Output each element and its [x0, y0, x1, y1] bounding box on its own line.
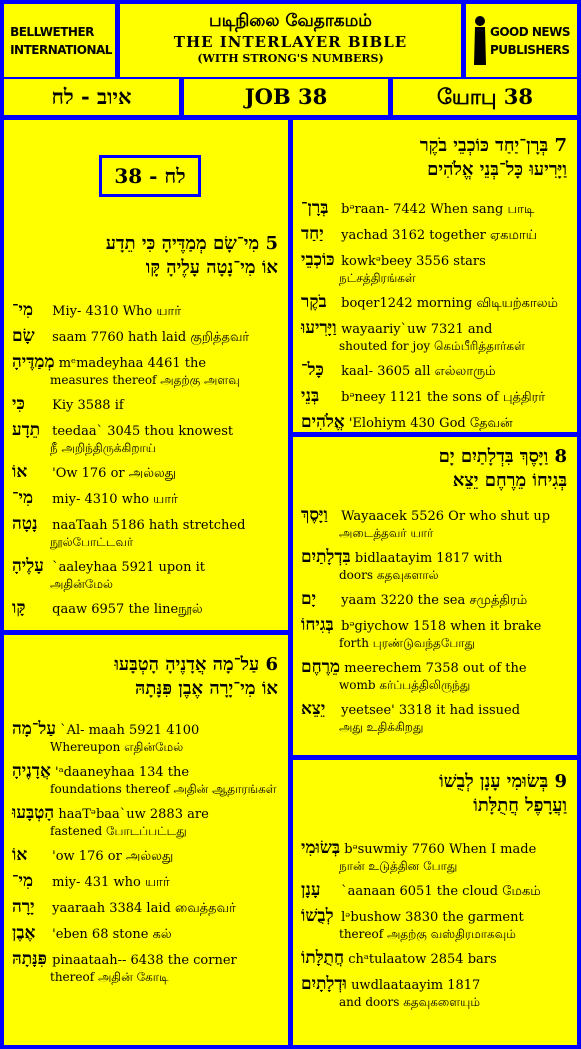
gloss: qaaw 6957 the lineநூல் — [52, 602, 203, 617]
gloss: Wayaacek 5526 Or who shut up — [341, 509, 551, 524]
hebrew-word: כָּל־ — [301, 360, 324, 380]
hebrew-word: תֵדָע — [12, 420, 41, 440]
hebrew-word: נָטָה — [12, 514, 38, 534]
gloss: bᵊraan- 7442 When sang பாடி — [341, 202, 535, 217]
gloss: `aanaan 6051 the cloud மேகம் — [341, 884, 541, 899]
word-entry — [301, 226, 569, 244]
verse-9-panel — [293, 760, 577, 1045]
title-tamil: படிநிலை வேதாகமம் — [209, 11, 372, 31]
heading-line: וַעֲרָפֶל חֲתֻלָּתוֹ — [473, 795, 567, 816]
gloss-cont: நீ அறிந்திருக்கிறாய் — [50, 441, 157, 455]
gloss: saam 7760 hath laid குறித்தவர் — [52, 330, 250, 345]
word-entry — [12, 805, 280, 839]
hebrew-word: יָרָה — [12, 897, 35, 917]
title-english: THE INTERLAYER BIBLE — [173, 33, 408, 51]
gloss: pinaataah-- 6438 the corner — [52, 953, 237, 968]
word-entry — [301, 320, 569, 354]
word-entry — [301, 908, 569, 942]
gloss-cont: womb கர்ப்பத்திலிருந்து — [339, 678, 471, 692]
gloss: yaam 3220 the sea சமுத்திரம் — [341, 593, 528, 608]
word-entry — [301, 200, 569, 218]
gloss: 'eben 68 stone கல் — [52, 927, 172, 942]
gloss: Miy- 4310 Who யார் — [52, 304, 182, 319]
verse-7-panel — [293, 120, 577, 432]
gloss: kowkᵊbeey 3556 stars — [341, 254, 486, 269]
nav-english: JOB 38 — [184, 79, 388, 115]
word-entry — [12, 302, 280, 320]
gloss: 'ᵃdaaneyhaa 134 the — [55, 765, 190, 780]
chapter-badge: 38 - לח — [99, 155, 201, 197]
word-entry — [12, 396, 280, 414]
gloss: chᵃtulaatow 2854 bars — [348, 952, 497, 967]
gloss-cont: Whereupon எதின்மேல் — [50, 740, 184, 754]
word-entry — [12, 873, 280, 891]
hebrew-word: בְּגִיחוֹ — [301, 615, 334, 635]
nav-tamil: யோபு 38 — [393, 79, 577, 115]
word-entry — [301, 976, 569, 1010]
hebrew-word: הָטְבָּעוּ — [12, 803, 55, 823]
gloss-cont: அடைத்தவர் யார் — [339, 526, 434, 540]
hebrew-word: מִי־ — [12, 871, 34, 891]
hebrew-word: בִּדְלָתַיִם — [301, 547, 351, 567]
verse-6-panel — [4, 635, 288, 1045]
left-logo-line-2: INTERNATIONAL — [10, 42, 112, 57]
reader-figure-icon — [473, 15, 487, 67]
hebrew-word: עַל־מָה — [12, 719, 56, 739]
hebrew-word: אוֹ — [12, 462, 28, 482]
hebrew-word: יָם — [301, 589, 317, 609]
gloss: wayaariy`uw 7321 and — [341, 322, 493, 337]
heading-line: 7 בְּרָן־יַחַד כּוֹכְבֵי בֹקֶר — [419, 135, 567, 156]
heading-line: וַיָּרִיעוּ כָּל־בְּנֵי אֱלֹהִים — [427, 159, 567, 180]
verse-8-words — [293, 507, 577, 743]
word-entry — [12, 328, 280, 346]
gloss: 'Ow 176 or அல்லது — [52, 466, 177, 481]
hebrew-word: מֵרֶחֶם — [301, 657, 341, 677]
right-logo-line-1: GOOD NEWS — [489, 24, 570, 39]
gloss: 'ow 176 or அல்லது — [52, 849, 174, 864]
gloss: meerechem 7358 out of the — [344, 661, 527, 676]
title-block — [120, 4, 461, 77]
right-logo — [466, 4, 577, 77]
hebrew-word: מִי־ — [12, 300, 34, 320]
gloss: lᵊbushow 3830 the garment — [341, 910, 524, 925]
word-entry — [301, 701, 569, 735]
gloss: bᵊgiychow 1518 when it brake — [341, 619, 542, 634]
verse-9-heading — [293, 770, 577, 818]
word-entry — [12, 490, 280, 508]
heading-line: אוֹ מִי־נָטָה עָלֶיהָ קָּו — [145, 257, 278, 278]
hebrew-word: בְּנֵי — [301, 386, 320, 406]
word-entry — [301, 294, 569, 312]
gloss: haaTᵊbaa`uw 2883 are — [58, 807, 209, 822]
word-entry — [12, 516, 280, 550]
gloss: `aaleyhaa 5921 upon it — [52, 560, 205, 575]
word-entry — [12, 422, 280, 456]
word-entry — [12, 558, 280, 592]
verse-5-words — [4, 302, 288, 626]
hebrew-word: כּוֹכְבֵי — [301, 250, 335, 270]
gloss: boqer1242 morning விடியற்காலம் — [341, 296, 558, 311]
gloss: bᵊsuwmiy 7760 When I made — [344, 842, 537, 857]
word-entry — [301, 362, 569, 380]
gloss: yaaraah 3384 laid வைத்தவர் — [52, 901, 236, 916]
word-entry — [12, 925, 280, 943]
heading-line: 5 מִי־שָׂם מְמַדֶּיהָ כִּי תֵדָע — [105, 233, 278, 254]
gloss: yachad 3162 together ஏகமாய் — [341, 228, 537, 243]
gloss-cont: thereof அதின் கோடி — [50, 970, 169, 984]
gloss-cont: thereof அதற்கு வஸ்திரமாகவும் — [339, 927, 516, 941]
gloss-cont: shouted for joy கெம்பீரித்தார்கள் — [339, 339, 525, 353]
gloss-cont: நான் உடுத்தின போது — [339, 859, 458, 873]
right-logo-line-2: PUBLISHERS — [489, 42, 570, 57]
gloss-cont: அதின்மேல் — [50, 577, 113, 591]
hebrew-word: עָלֶיהָ — [12, 556, 44, 576]
word-entry — [301, 617, 569, 651]
subtitle: (WITH STRONG'S NUMBERS) — [197, 52, 384, 65]
gloss-cont: measures thereof அதற்கு அளவு — [50, 373, 240, 387]
word-entry — [12, 600, 280, 618]
hebrew-word: בְּשׂוּמִי — [301, 838, 341, 858]
word-entry — [301, 840, 569, 874]
left-logo — [4, 4, 115, 77]
gloss: naaTaah 5186 hath stretched — [52, 518, 246, 533]
heading-line: 6 עַל־מָה אֲדָנֶיהָ הָטְבָּעוּ — [114, 654, 278, 675]
hebrew-word: יֵצֵא — [301, 699, 326, 719]
hebrew-word: יַחַד — [301, 224, 324, 244]
word-entry — [301, 882, 569, 900]
hebrew-word: אֶבֶן — [12, 923, 36, 943]
verse-7-heading — [293, 134, 577, 182]
word-entry — [301, 659, 569, 693]
word-entry — [301, 950, 569, 968]
gloss: `Al- maah 5921 4100 — [60, 723, 200, 738]
gloss: teedaa` 3045 thou knowest — [52, 424, 234, 439]
hebrew-word: וַיָּרִיעוּ — [301, 318, 337, 338]
gloss-cont: doors கதவுகளால் — [339, 568, 439, 582]
word-entry — [301, 414, 569, 432]
heading-line: 8 וַיָּסֶךְ בִּדְלָתַיִם יָם — [438, 446, 567, 467]
verse-6-words — [4, 721, 288, 993]
gloss: yeetsee' 3318 it had issued — [341, 703, 521, 718]
hebrew-word: בֹקֶר — [301, 292, 327, 312]
verse-8-heading — [293, 445, 577, 493]
hebrew-word: בְּרָן־ — [301, 198, 329, 218]
gloss: miy- 431 who யார் — [52, 875, 170, 890]
word-entry — [301, 591, 569, 609]
word-entry — [12, 899, 280, 917]
verse-5-heading — [4, 232, 288, 280]
verse-7-words — [293, 200, 577, 432]
left-logo-line-1: BELLWETHER — [10, 24, 94, 39]
word-entry — [12, 464, 280, 482]
hebrew-word: וּדְלָתָיִם — [301, 974, 347, 994]
gloss-cont: foundations thereof அதின் ஆதாரங்கள் — [50, 782, 277, 796]
gloss: uwdlaataayim 1817 — [351, 978, 481, 993]
gloss: Kiy 3588 if — [52, 398, 124, 413]
hebrew-word: פִּנָּתָהּ — [12, 949, 47, 969]
word-entry — [12, 847, 280, 865]
gloss: kaal- 3605 all எல்லாரும் — [341, 364, 496, 379]
hebrew-word: חֲתֻלָּתוֹ — [301, 948, 345, 968]
hebrew-word: לְבֻשׁוֹ — [301, 906, 334, 926]
hebrew-word: קָּו — [12, 598, 26, 618]
gloss-cont: அது உதிக்கிறது — [339, 720, 424, 734]
hebrew-word: מְמַדֶּיהָ — [12, 352, 55, 372]
hebrew-word: מִי־ — [12, 488, 34, 508]
gloss-cont: நட்சத்திரங்கள் — [339, 271, 416, 285]
word-entry — [12, 763, 280, 797]
hebrew-word: כִּי — [12, 394, 25, 414]
verse-8-panel — [293, 437, 577, 755]
word-entry — [12, 721, 280, 755]
word-entry — [301, 507, 569, 541]
verse-5-panel — [4, 120, 288, 630]
gloss: bᵊneey 1121 the sons of புத்திரர் — [341, 390, 546, 405]
hebrew-word: אֱלֹהִים — [301, 412, 345, 432]
heading-line: 9 בְּשׂוּמִי עָנָן לְבֻשׁוֹ — [439, 771, 567, 792]
gloss: mᵉmadeyhaa 4461 the — [58, 356, 207, 371]
gloss-cont: forth புரண்டுவந்தபோது — [339, 636, 476, 650]
verse-6-heading — [4, 653, 288, 701]
gloss: 'Elohiym 430 God தேவன் — [348, 416, 513, 431]
gloss: bidlaatayim 1817 with — [354, 551, 503, 566]
gloss-cont: நூல்போட்டவர் — [50, 535, 134, 549]
nav-hebrew: איוב - לח — [4, 79, 179, 115]
hebrew-word: וַיָּסֶךְ — [301, 505, 328, 525]
hebrew-word: עָנָן — [301, 880, 321, 900]
verse-9-words — [293, 840, 577, 1018]
word-entry — [301, 388, 569, 406]
word-entry — [301, 549, 569, 583]
heading-line: אוֹ מִי־יָרָה אֶבֶן פִּנָּתָהּ — [135, 678, 278, 699]
hebrew-word: אוֹ — [12, 845, 28, 865]
hebrew-word: שָׂם — [12, 326, 35, 346]
word-entry — [12, 354, 280, 388]
gloss: miy- 4310 who யார் — [52, 492, 178, 507]
heading-line: בְּגִיחוֹ מֵרֶחֶם יֵצֵא — [452, 470, 567, 491]
gloss-cont: and doors கதவுகளையும் — [339, 995, 480, 1009]
hebrew-word: אֲדָנֶיהָ — [12, 761, 51, 781]
word-entry — [12, 951, 280, 985]
word-entry — [301, 252, 569, 286]
gloss-cont: fastened போடப்பட்டது — [50, 824, 187, 838]
